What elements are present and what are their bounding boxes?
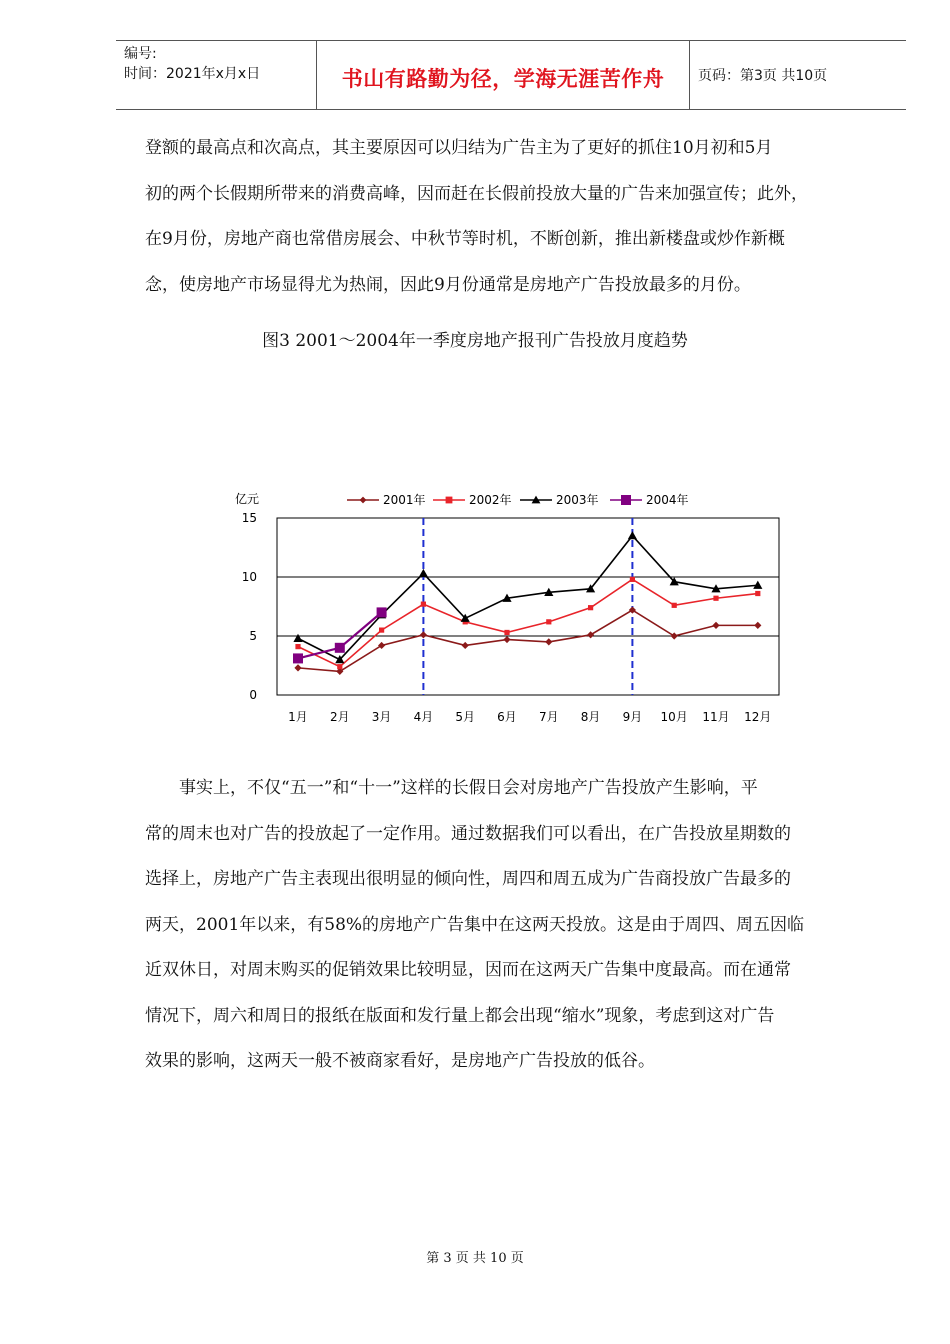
- paragraph-line: 常的周末也对广告的投放起了一定作用。通过数据我们可以看出，在广告投放星期数的: [145, 823, 791, 844]
- header-page-cell: [690, 41, 906, 109]
- x-tick-label: 6月: [497, 710, 517, 724]
- data-point: [360, 497, 367, 504]
- data-point: [377, 607, 387, 617]
- paragraph-line: 两天，2001年以来，有58%的房地产广告集中在这两天投放。这是由于周四、周五因临: [145, 914, 805, 935]
- document-time-label: 时间：2021年x月x日: [124, 66, 261, 82]
- line-chart: [225, 485, 785, 735]
- header-page-number: 页码：第3页 共10页: [698, 68, 828, 84]
- x-tick-label: 11月: [702, 710, 730, 724]
- header-motto-cell: [317, 41, 690, 109]
- paragraph-line: 情况下，周六和周日的报纸在版面和发行量上都会出现“缩水”现象，考虑到这对广告: [145, 1005, 775, 1026]
- paragraph-line: 效果的影响，这两天一般不被商家看好，是房地产广告投放的低谷。: [145, 1051, 655, 1071]
- x-tick-label: 7月: [538, 710, 559, 724]
- figure-caption: 图3 2001～2004年一季度房地产报刊广告投放月度趋势: [262, 331, 688, 351]
- x-tick-label: 3月: [371, 710, 392, 724]
- header-info-cell: [116, 41, 317, 109]
- paragraph-line: 选择上，房地产广告主表现出很明显的倾向性，周四和周五成为广告商投放广告最多的: [145, 869, 791, 889]
- document-number-label: 编号:: [124, 46, 157, 62]
- data-point: [504, 630, 509, 635]
- y-tick-label: 10: [241, 570, 257, 584]
- paragraph-line: 事实上，不仅“五一”和“十一”这样的长假日会对房地产广告投放产生影响，平: [179, 778, 758, 798]
- chart-svg: [225, 485, 785, 735]
- data-point: [588, 605, 593, 610]
- paragraph-line: 念，使房地产市场显得尤为热闹，因此9月份通常是房地产广告投放最多的月份。: [145, 274, 751, 295]
- data-point: [293, 653, 303, 663]
- x-tick-label: 10月: [660, 710, 688, 724]
- data-point: [295, 644, 300, 649]
- x-tick-label: 9月: [622, 710, 643, 724]
- data-point: [337, 664, 342, 669]
- x-tick-label: 4月: [413, 710, 434, 724]
- legend-label: 2004年: [646, 493, 689, 507]
- page-footer: 第 3 页 共 10 页: [426, 1251, 524, 1266]
- plot-area: [277, 518, 779, 695]
- data-point: [446, 497, 453, 504]
- legend-label: 2003年: [556, 493, 599, 507]
- data-point: [335, 643, 345, 653]
- paragraph-line: 登额的最高点和次高点，其主要原因可以归结为广告主为了更好的抓住10月初和5月: [145, 138, 773, 158]
- y-tick-label: 5: [249, 629, 257, 643]
- paragraph-2: [145, 766, 875, 1085]
- y-tick-label: 0: [249, 688, 257, 702]
- data-point: [755, 591, 760, 596]
- paragraph-line: 初的两个长假期所带来的消费高峰，因而赶在长假前投放大量的广告来加强宣传；此外，: [145, 183, 808, 204]
- y-unit-label: 亿元: [235, 492, 260, 506]
- x-tick-label: 5月: [455, 710, 476, 724]
- x-tick-label: 1月: [288, 710, 308, 724]
- x-tick-label: 8月: [580, 710, 601, 724]
- paragraph-line: 近双休日，对周末购买的促销效果比较明显，因而在这两天广告集中度最高。而在通常: [145, 960, 791, 980]
- data-point: [421, 602, 426, 607]
- data-point: [630, 577, 635, 582]
- x-tick-label: 2月: [329, 710, 350, 724]
- header-motto: 书山有路勤为径，学海无涯苦作舟: [341, 67, 665, 91]
- legend-label: 2001年: [383, 493, 426, 507]
- data-point: [379, 628, 384, 633]
- data-point: [546, 619, 551, 624]
- page-header: [116, 40, 906, 110]
- data-point: [621, 495, 631, 505]
- data-point: [672, 603, 677, 608]
- paragraph-1: [145, 126, 875, 308]
- legend-label: 2002年: [469, 493, 512, 507]
- data-point: [713, 596, 718, 601]
- y-tick-label: 15: [241, 511, 257, 525]
- x-tick-label: 12月: [744, 710, 772, 724]
- paragraph-line: 在9月份，房地产商也常借房展会、中秋节等时机，不断创新，推出新楼盘或炒作新概: [145, 229, 785, 249]
